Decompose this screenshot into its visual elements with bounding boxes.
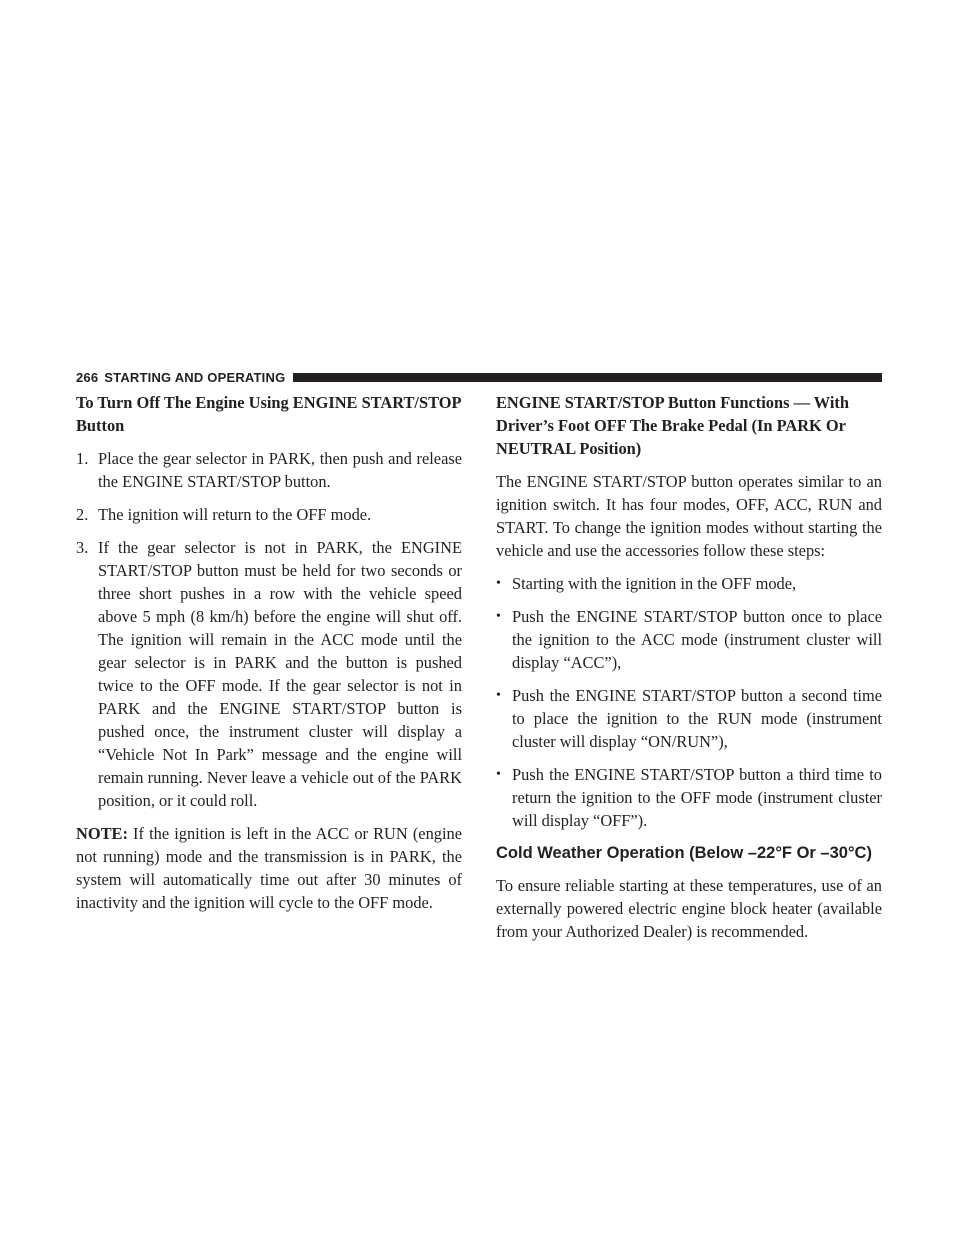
button-functions-subheading: ENGINE START/STOP Button Functions — With Driver’s Foot OFF The Brake Pedal (In PARK Or NEUTRAL Position) bbox=[496, 393, 849, 458]
bullet-icon: • bbox=[496, 609, 501, 624]
bullet-text: Push the ENGINE START/STOP button a second time to place the ignition to the RUN mode (instrument cluster will display “ON/RUN”), bbox=[512, 686, 882, 751]
bullet-item bbox=[496, 763, 882, 832]
right-column bbox=[496, 391, 882, 953]
note-text: If the ignition is left in the ACC or RUN (engine not running) mode and the transmission is in PARK, the system will automatically time out after 30 minutes of inactivity and the ignition will cycle to the OFF mode. bbox=[76, 824, 462, 912]
bullet-icon: • bbox=[496, 576, 501, 591]
step-text: If the gear selector is not in PARK, the ENGINE START/STOP button must be held for two seconds or three short pushes in a row with the vehicle speed above 5 mph (8 km/h) before the engine will shut off. The ignition will remain in the ACC mode until the gear selector is in PARK and the button is pushed twice to the OFF mode. If the gear selector is not in PARK and the ENGINE START/STOP button is pushed once, the instrument cluster will display a “Vehicle Not In Park” message and the engine will remain running. Never leave a vehicle out of the PARK position, or it could roll. bbox=[98, 538, 462, 810]
step-text: Place the gear selector in PARK, then push and release the ENGINE START/STOP button. bbox=[98, 449, 462, 491]
cold-weather-paragraph: To ensure reliable starting at these temperatures, use of an externally powered electric engine block heater (available from your Authorized Dealer) is recommended. bbox=[496, 876, 882, 941]
bullet-icon: • bbox=[496, 767, 501, 782]
note-paragraph bbox=[76, 822, 462, 914]
page-header bbox=[76, 368, 882, 386]
step-item bbox=[76, 503, 462, 526]
cold-weather-heading: Cold Weather Operation (Below –22°F Or –30°C) bbox=[496, 844, 872, 862]
bullet-text: Starting with the ignition in the OFF mode, bbox=[512, 574, 797, 593]
step-item bbox=[76, 536, 462, 812]
bullet-item bbox=[496, 684, 882, 753]
bullet-text: Push the ENGINE START/STOP button once to place the ignition to the ACC mode (instrument cluster will display “ACC”), bbox=[512, 607, 882, 672]
bullet-item bbox=[496, 605, 882, 674]
note-label: NOTE: bbox=[76, 824, 128, 843]
step-number: 1. bbox=[76, 449, 89, 468]
header-rule bbox=[293, 373, 882, 382]
step-text: The ignition will return to the OFF mode. bbox=[98, 505, 372, 524]
step-number: 3. bbox=[76, 538, 89, 557]
turn-off-subheading: To Turn Off The Engine Using ENGINE START/STOP Button bbox=[76, 393, 461, 435]
section-title: STARTING AND OPERATING bbox=[104, 369, 286, 385]
intro-paragraph: The ENGINE START/STOP button operates similar to an ignition switch. It has four modes, OFF, ACC, RUN and START. To change the ignition modes without starting the vehicle and use the accessories follow these steps: bbox=[496, 472, 882, 560]
bullet-item bbox=[496, 572, 882, 595]
page-number: 266 bbox=[76, 369, 99, 385]
step-number: 2. bbox=[76, 505, 89, 524]
left-column bbox=[76, 391, 462, 924]
step-item bbox=[76, 447, 462, 493]
bullet-text: Push the ENGINE START/STOP button a third time to return the ignition to the OFF mode (instrument cluster will display “OFF”). bbox=[512, 765, 882, 830]
bullet-icon: • bbox=[496, 688, 501, 703]
